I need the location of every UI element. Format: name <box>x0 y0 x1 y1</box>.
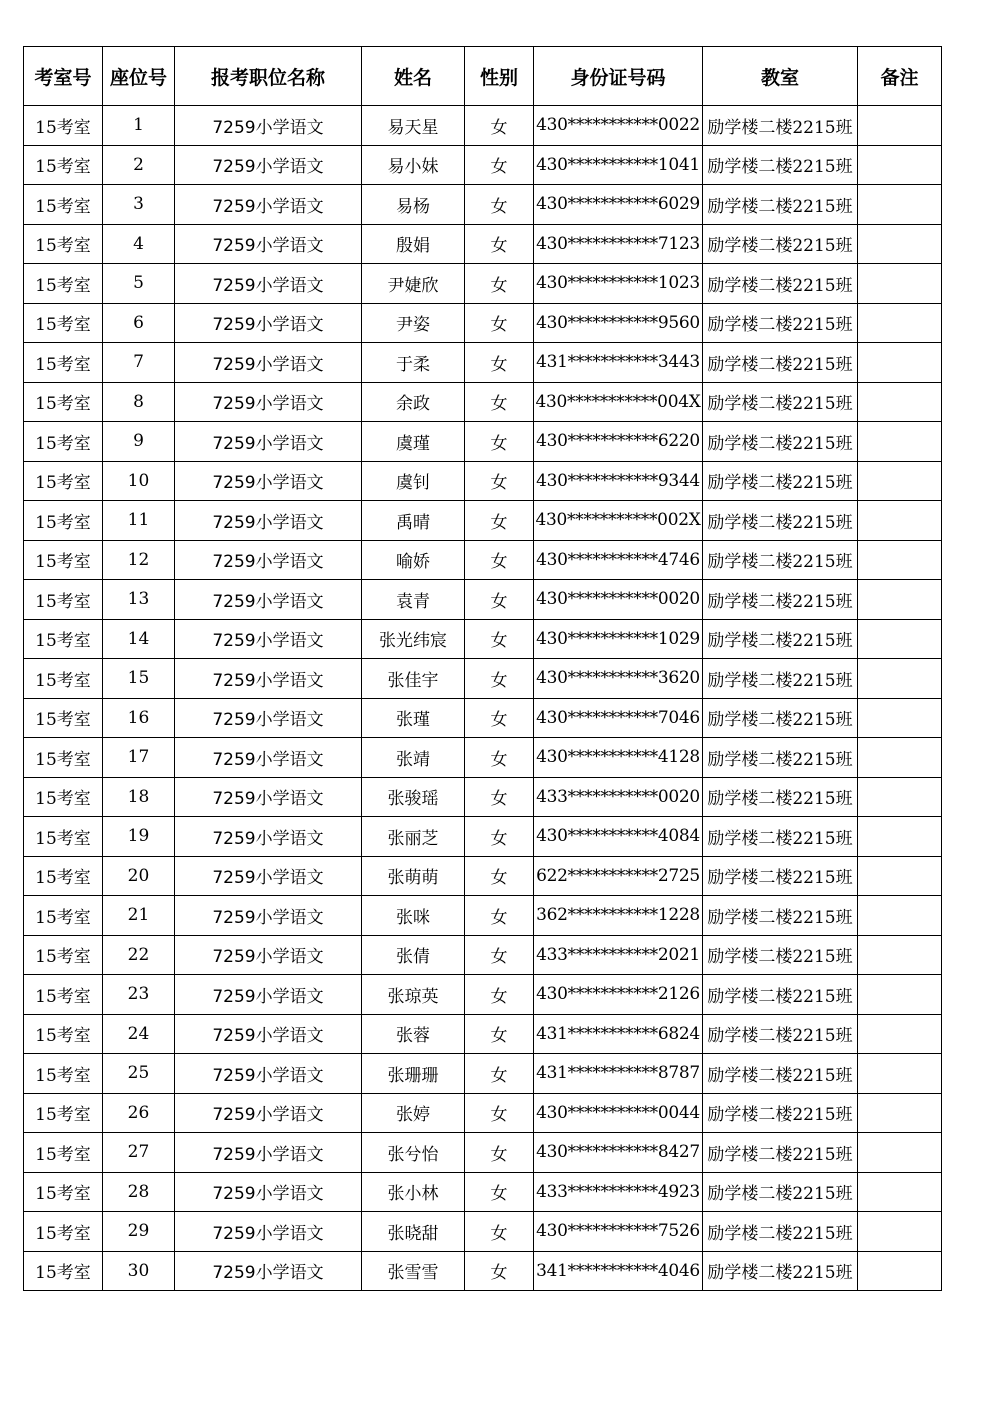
cell-position: 7259小学语文 <box>175 382 362 422</box>
cell-gender: 女 <box>465 1054 534 1094</box>
cell-position: 7259小学语文 <box>175 935 362 975</box>
cell-room: 15考室 <box>24 145 103 185</box>
cell-note <box>858 501 942 541</box>
cell-name: 于柔 <box>362 343 465 383</box>
cell-room: 15考室 <box>24 224 103 264</box>
cell-note <box>858 580 942 620</box>
cell-note <box>858 264 942 304</box>
cell-note <box>858 935 942 975</box>
cell-id-number: 430***********0020 <box>534 580 703 620</box>
table-row <box>24 856 942 896</box>
table-header-row <box>24 47 942 106</box>
cell-seat: 14 <box>103 619 175 659</box>
cell-classroom: 励学楼二楼2215班 <box>703 303 858 343</box>
cell-position: 7259小学语文 <box>175 1172 362 1212</box>
cell-seat: 12 <box>103 540 175 580</box>
cell-id-number: 430***********7526 <box>534 1212 703 1252</box>
cell-note <box>858 1093 942 1133</box>
cell-room: 15考室 <box>24 343 103 383</box>
cell-id-number: 430***********1041 <box>534 145 703 185</box>
cell-position: 7259小学语文 <box>175 540 362 580</box>
cell-name: 张蓉 <box>362 1014 465 1054</box>
cell-gender: 女 <box>465 896 534 936</box>
cell-gender: 女 <box>465 1014 534 1054</box>
cell-gender: 女 <box>465 382 534 422</box>
cell-seat: 15 <box>103 659 175 699</box>
cell-classroom: 励学楼二楼2215班 <box>703 619 858 659</box>
cell-gender: 女 <box>465 422 534 462</box>
cell-classroom: 励学楼二楼2215班 <box>703 580 858 620</box>
header-position: 报考职位名称 <box>175 47 362 106</box>
cell-room: 15考室 <box>24 540 103 580</box>
cell-note <box>858 1251 942 1291</box>
cell-position: 7259小学语文 <box>175 896 362 936</box>
table-row <box>24 540 942 580</box>
cell-id-number: 430***********2126 <box>534 975 703 1015</box>
cell-name: 殷娟 <box>362 224 465 264</box>
exam-roster-table <box>23 46 942 1291</box>
cell-name: 张靖 <box>362 738 465 778</box>
cell-seat: 22 <box>103 935 175 975</box>
table-row <box>24 303 942 343</box>
cell-note <box>858 145 942 185</box>
table-body <box>24 106 942 1291</box>
cell-position: 7259小学语文 <box>175 343 362 383</box>
table-row <box>24 461 942 501</box>
cell-id-number: 430***********7123 <box>534 224 703 264</box>
cell-classroom: 励学楼二楼2215班 <box>703 975 858 1015</box>
cell-note <box>858 896 942 936</box>
cell-room: 15考室 <box>24 738 103 778</box>
cell-name: 张骏瑶 <box>362 777 465 817</box>
cell-classroom: 励学楼二楼2215班 <box>703 817 858 857</box>
cell-gender: 女 <box>465 224 534 264</box>
cell-seat: 25 <box>103 1054 175 1094</box>
table-row <box>24 619 942 659</box>
cell-seat: 3 <box>103 185 175 225</box>
cell-id-number: 430***********7046 <box>534 698 703 738</box>
cell-gender: 女 <box>465 777 534 817</box>
cell-id-number: 433***********2021 <box>534 935 703 975</box>
cell-classroom: 励学楼二楼2215班 <box>703 1014 858 1054</box>
cell-classroom: 励学楼二楼2215班 <box>703 264 858 304</box>
cell-name: 张小林 <box>362 1172 465 1212</box>
cell-seat: 10 <box>103 461 175 501</box>
cell-classroom: 励学楼二楼2215班 <box>703 382 858 422</box>
table-row <box>24 185 942 225</box>
header-classroom: 教室 <box>703 47 858 106</box>
cell-name: 张婷 <box>362 1093 465 1133</box>
cell-room: 15考室 <box>24 580 103 620</box>
cell-seat: 27 <box>103 1133 175 1173</box>
cell-name: 张佳宇 <box>362 659 465 699</box>
cell-name: 易小妹 <box>362 145 465 185</box>
cell-name: 尹姿 <box>362 303 465 343</box>
cell-id-number: 430***********6029 <box>534 185 703 225</box>
cell-position: 7259小学语文 <box>175 1212 362 1252</box>
cell-note <box>858 619 942 659</box>
cell-room: 15考室 <box>24 659 103 699</box>
cell-room: 15考室 <box>24 303 103 343</box>
cell-gender: 女 <box>465 975 534 1015</box>
cell-classroom: 励学楼二楼2215班 <box>703 1212 858 1252</box>
cell-classroom: 励学楼二楼2215班 <box>703 777 858 817</box>
cell-note <box>858 777 942 817</box>
table-row <box>24 501 942 541</box>
cell-note <box>858 1172 942 1212</box>
cell-note <box>858 106 942 146</box>
cell-room: 15考室 <box>24 777 103 817</box>
cell-id-number: 430***********1023 <box>534 264 703 304</box>
cell-name: 尹婕欣 <box>362 264 465 304</box>
cell-position: 7259小学语文 <box>175 1133 362 1173</box>
cell-id-number: 430***********6220 <box>534 422 703 462</box>
cell-gender: 女 <box>465 264 534 304</box>
cell-id-number: 430***********0022 <box>534 106 703 146</box>
cell-name: 张雪雪 <box>362 1251 465 1291</box>
cell-room: 15考室 <box>24 1093 103 1133</box>
table-row <box>24 422 942 462</box>
cell-name: 易杨 <box>362 185 465 225</box>
cell-seat: 29 <box>103 1212 175 1252</box>
cell-id-number: 431***********6824 <box>534 1014 703 1054</box>
cell-classroom: 励学楼二楼2215班 <box>703 659 858 699</box>
cell-id-number: 430***********8427 <box>534 1133 703 1173</box>
cell-name: 张瑾 <box>362 698 465 738</box>
cell-seat: 9 <box>103 422 175 462</box>
cell-note <box>858 422 942 462</box>
cell-id-number: 430***********0044 <box>534 1093 703 1133</box>
cell-position: 7259小学语文 <box>175 856 362 896</box>
cell-gender: 女 <box>465 1212 534 1252</box>
cell-classroom: 励学楼二楼2215班 <box>703 185 858 225</box>
cell-seat: 8 <box>103 382 175 422</box>
cell-gender: 女 <box>465 145 534 185</box>
cell-gender: 女 <box>465 343 534 383</box>
cell-gender: 女 <box>465 935 534 975</box>
cell-position: 7259小学语文 <box>175 619 362 659</box>
table-row <box>24 698 942 738</box>
cell-classroom: 励学楼二楼2215班 <box>703 1054 858 1094</box>
cell-id-number: 433***********0020 <box>534 777 703 817</box>
cell-note <box>858 738 942 778</box>
table-row <box>24 817 942 857</box>
header-seat: 座位号 <box>103 47 175 106</box>
cell-seat: 23 <box>103 975 175 1015</box>
cell-room: 15考室 <box>24 1133 103 1173</box>
cell-gender: 女 <box>465 540 534 580</box>
cell-seat: 20 <box>103 856 175 896</box>
cell-gender: 女 <box>465 580 534 620</box>
table-row <box>24 224 942 264</box>
table-row <box>24 975 942 1015</box>
cell-room: 15考室 <box>24 185 103 225</box>
cell-room: 15考室 <box>24 422 103 462</box>
cell-position: 7259小学语文 <box>175 975 362 1015</box>
cell-classroom: 励学楼二楼2215班 <box>703 343 858 383</box>
cell-seat: 2 <box>103 145 175 185</box>
table-row <box>24 1172 942 1212</box>
cell-id-number: 430***********1029 <box>534 619 703 659</box>
cell-room: 15考室 <box>24 619 103 659</box>
cell-classroom: 励学楼二楼2215班 <box>703 501 858 541</box>
cell-classroom: 励学楼二楼2215班 <box>703 461 858 501</box>
cell-gender: 女 <box>465 1251 534 1291</box>
cell-id-number: 430***********4128 <box>534 738 703 778</box>
cell-position: 7259小学语文 <box>175 303 362 343</box>
header-id: 身份证号码 <box>534 47 703 106</box>
header-room: 考室号 <box>24 47 103 106</box>
cell-id-number: 622***********2725 <box>534 856 703 896</box>
cell-gender: 女 <box>465 106 534 146</box>
cell-id-number: 341***********4046 <box>534 1251 703 1291</box>
table-row <box>24 382 942 422</box>
cell-note <box>858 856 942 896</box>
cell-name: 张倩 <box>362 935 465 975</box>
cell-classroom: 励学楼二楼2215班 <box>703 540 858 580</box>
cell-classroom: 励学楼二楼2215班 <box>703 738 858 778</box>
cell-note <box>858 659 942 699</box>
cell-position: 7259小学语文 <box>175 777 362 817</box>
cell-classroom: 励学楼二楼2215班 <box>703 106 858 146</box>
cell-position: 7259小学语文 <box>175 1054 362 1094</box>
cell-room: 15考室 <box>24 896 103 936</box>
header-name: 姓名 <box>362 47 465 106</box>
cell-room: 15考室 <box>24 1212 103 1252</box>
cell-gender: 女 <box>465 1093 534 1133</box>
cell-gender: 女 <box>465 501 534 541</box>
cell-seat: 17 <box>103 738 175 778</box>
cell-classroom: 励学楼二楼2215班 <box>703 1251 858 1291</box>
cell-gender: 女 <box>465 738 534 778</box>
cell-seat: 7 <box>103 343 175 383</box>
cell-id-number: 431***********8787 <box>534 1054 703 1094</box>
table-row <box>24 935 942 975</box>
cell-room: 15考室 <box>24 856 103 896</box>
cell-gender: 女 <box>465 698 534 738</box>
cell-id-number: 430***********9344 <box>534 461 703 501</box>
table-row <box>24 659 942 699</box>
cell-note <box>858 461 942 501</box>
cell-name: 袁青 <box>362 580 465 620</box>
table-row <box>24 1133 942 1173</box>
cell-note <box>858 540 942 580</box>
cell-classroom: 励学楼二楼2215班 <box>703 145 858 185</box>
table-row <box>24 896 942 936</box>
cell-room: 15考室 <box>24 975 103 1015</box>
cell-position: 7259小学语文 <box>175 264 362 304</box>
cell-room: 15考室 <box>24 382 103 422</box>
cell-position: 7259小学语文 <box>175 224 362 264</box>
table-row <box>24 264 942 304</box>
cell-name: 喻娇 <box>362 540 465 580</box>
table-row <box>24 738 942 778</box>
cell-position: 7259小学语文 <box>175 422 362 462</box>
cell-position: 7259小学语文 <box>175 1093 362 1133</box>
cell-room: 15考室 <box>24 264 103 304</box>
cell-classroom: 励学楼二楼2215班 <box>703 698 858 738</box>
cell-position: 7259小学语文 <box>175 1251 362 1291</box>
cell-room: 15考室 <box>24 698 103 738</box>
cell-classroom: 励学楼二楼2215班 <box>703 935 858 975</box>
cell-position: 7259小学语文 <box>175 738 362 778</box>
cell-note <box>858 698 942 738</box>
cell-name: 张珊珊 <box>362 1054 465 1094</box>
cell-id-number: 430***********4746 <box>534 540 703 580</box>
cell-id-number: 362***********1228 <box>534 896 703 936</box>
cell-seat: 18 <box>103 777 175 817</box>
cell-classroom: 励学楼二楼2215班 <box>703 896 858 936</box>
table-row <box>24 1251 942 1291</box>
cell-seat: 30 <box>103 1251 175 1291</box>
table-row <box>24 106 942 146</box>
table-row <box>24 1212 942 1252</box>
cell-classroom: 励学楼二楼2215班 <box>703 1133 858 1173</box>
cell-name: 禹晴 <box>362 501 465 541</box>
cell-gender: 女 <box>465 659 534 699</box>
cell-classroom: 励学楼二楼2215班 <box>703 422 858 462</box>
cell-position: 7259小学语文 <box>175 145 362 185</box>
cell-note <box>858 343 942 383</box>
cell-name: 张光纬宸 <box>362 619 465 659</box>
cell-seat: 16 <box>103 698 175 738</box>
cell-name: 张丽芝 <box>362 817 465 857</box>
cell-classroom: 励学楼二楼2215班 <box>703 1093 858 1133</box>
cell-note <box>858 1054 942 1094</box>
cell-seat: 13 <box>103 580 175 620</box>
header-gender: 性别 <box>465 47 534 106</box>
cell-position: 7259小学语文 <box>175 106 362 146</box>
cell-gender: 女 <box>465 1172 534 1212</box>
cell-name: 张兮怡 <box>362 1133 465 1173</box>
cell-position: 7259小学语文 <box>175 1014 362 1054</box>
header-note: 备注 <box>858 47 942 106</box>
cell-seat: 5 <box>103 264 175 304</box>
cell-gender: 女 <box>465 461 534 501</box>
cell-seat: 28 <box>103 1172 175 1212</box>
cell-room: 15考室 <box>24 501 103 541</box>
cell-name: 张琼英 <box>362 975 465 1015</box>
cell-name: 张萌萌 <box>362 856 465 896</box>
cell-id-number: 430***********9560 <box>534 303 703 343</box>
cell-seat: 19 <box>103 817 175 857</box>
cell-room: 15考室 <box>24 1251 103 1291</box>
table-row <box>24 777 942 817</box>
cell-seat: 21 <box>103 896 175 936</box>
table-row <box>24 145 942 185</box>
table-row <box>24 1054 942 1094</box>
cell-position: 7259小学语文 <box>175 817 362 857</box>
cell-name: 余政 <box>362 382 465 422</box>
cell-room: 15考室 <box>24 106 103 146</box>
cell-name: 虞钊 <box>362 461 465 501</box>
cell-position: 7259小学语文 <box>175 659 362 699</box>
cell-id-number: 433***********4923 <box>534 1172 703 1212</box>
cell-note <box>858 224 942 264</box>
cell-position: 7259小学语文 <box>175 580 362 620</box>
cell-seat: 6 <box>103 303 175 343</box>
cell-seat: 26 <box>103 1093 175 1133</box>
cell-gender: 女 <box>465 303 534 343</box>
cell-room: 15考室 <box>24 461 103 501</box>
cell-note <box>858 817 942 857</box>
cell-id-number: 430***********4084 <box>534 817 703 857</box>
cell-seat: 11 <box>103 501 175 541</box>
cell-room: 15考室 <box>24 1054 103 1094</box>
cell-seat: 24 <box>103 1014 175 1054</box>
cell-id-number: 430***********3620 <box>534 659 703 699</box>
table-row <box>24 1093 942 1133</box>
cell-position: 7259小学语文 <box>175 698 362 738</box>
cell-seat: 4 <box>103 224 175 264</box>
cell-gender: 女 <box>465 1133 534 1173</box>
cell-id-number: 430***********004X <box>534 382 703 422</box>
cell-room: 15考室 <box>24 817 103 857</box>
table-row <box>24 343 942 383</box>
cell-note <box>858 382 942 422</box>
cell-note <box>858 1014 942 1054</box>
cell-room: 15考室 <box>24 1014 103 1054</box>
cell-gender: 女 <box>465 185 534 225</box>
cell-name: 张咪 <box>362 896 465 936</box>
cell-gender: 女 <box>465 619 534 659</box>
cell-position: 7259小学语文 <box>175 501 362 541</box>
cell-note <box>858 185 942 225</box>
cell-note <box>858 303 942 343</box>
cell-classroom: 励学楼二楼2215班 <box>703 1172 858 1212</box>
cell-gender: 女 <box>465 817 534 857</box>
table-row <box>24 1014 942 1054</box>
cell-note <box>858 1212 942 1252</box>
cell-seat: 1 <box>103 106 175 146</box>
cell-room: 15考室 <box>24 1172 103 1212</box>
cell-name: 虞瑾 <box>362 422 465 462</box>
cell-note <box>858 1133 942 1173</box>
cell-classroom: 励学楼二楼2215班 <box>703 224 858 264</box>
cell-name: 易天星 <box>362 106 465 146</box>
cell-note <box>858 975 942 1015</box>
cell-position: 7259小学语文 <box>175 461 362 501</box>
cell-id-number: 430***********002X <box>534 501 703 541</box>
cell-classroom: 励学楼二楼2215班 <box>703 856 858 896</box>
table-row <box>24 580 942 620</box>
cell-position: 7259小学语文 <box>175 185 362 225</box>
cell-gender: 女 <box>465 856 534 896</box>
cell-name: 张晓甜 <box>362 1212 465 1252</box>
cell-room: 15考室 <box>24 935 103 975</box>
cell-id-number: 431***********3443 <box>534 343 703 383</box>
